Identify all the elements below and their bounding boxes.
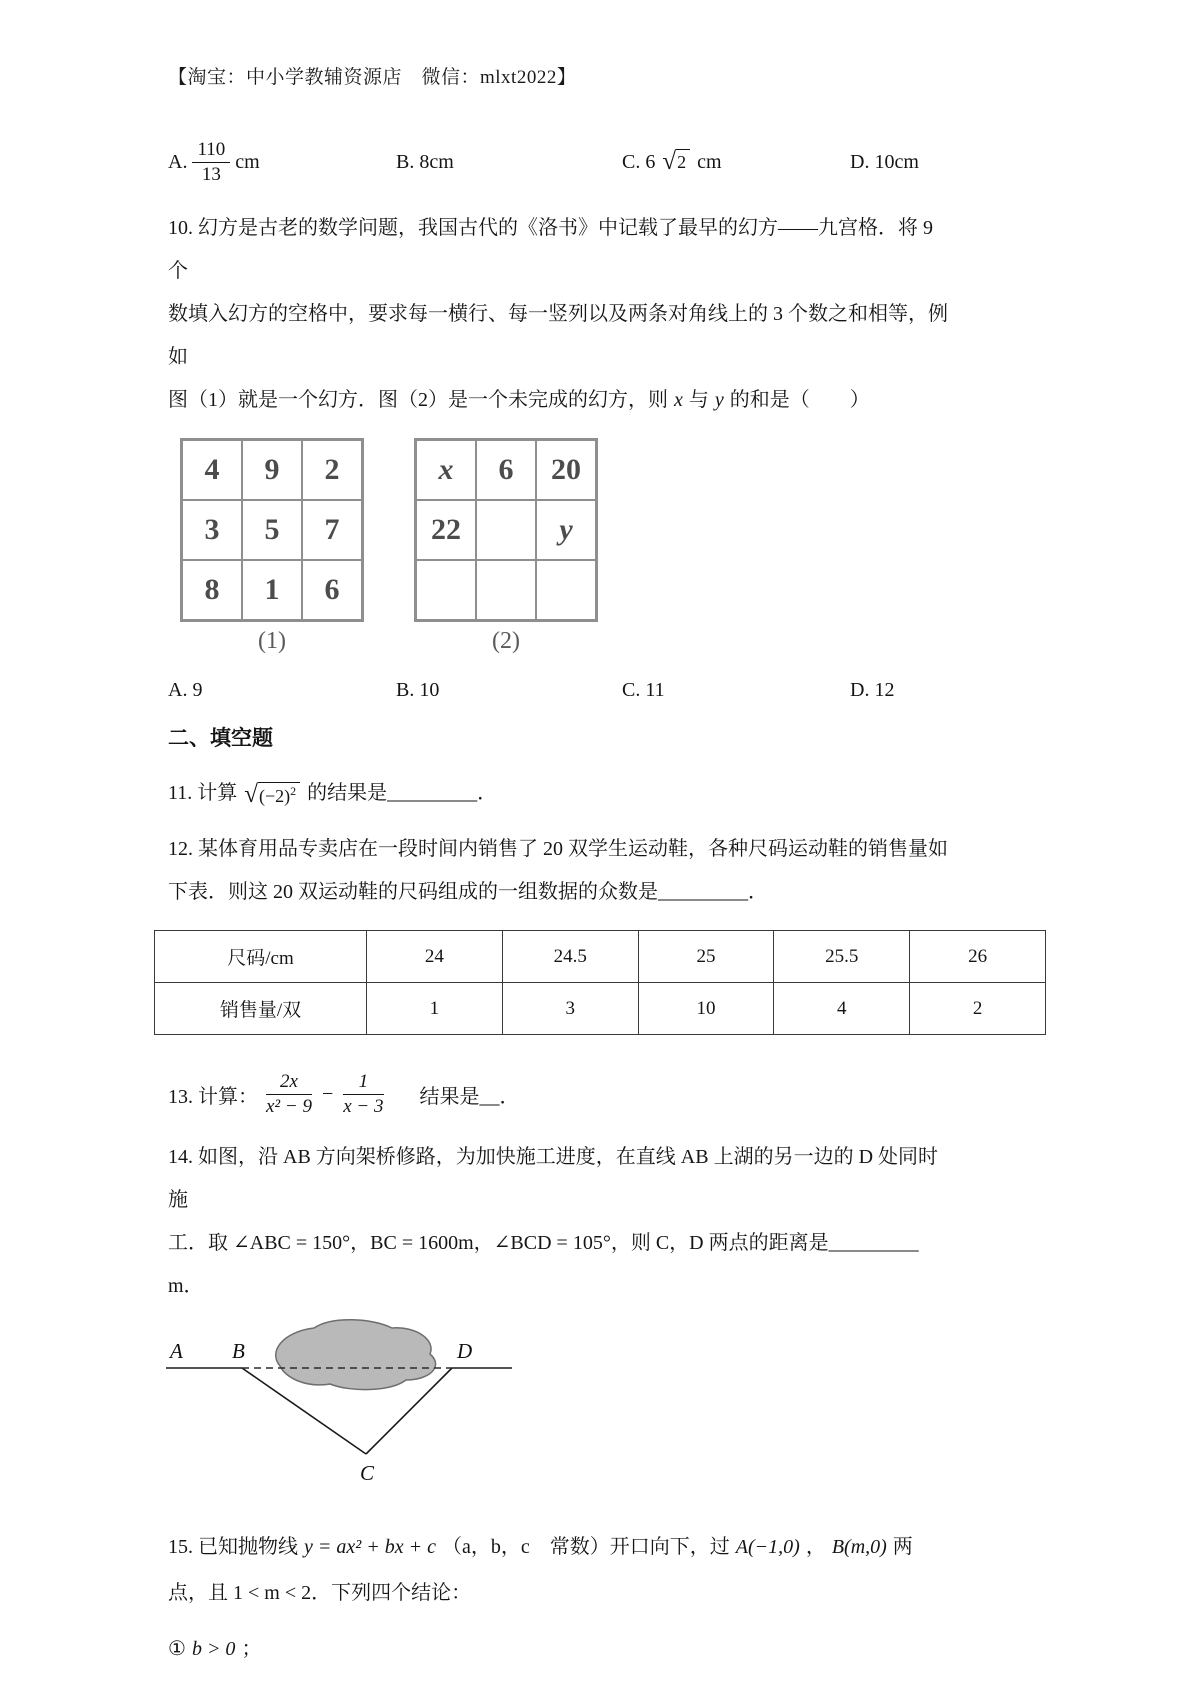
table-cell: 1: [367, 983, 503, 1035]
sqrt-expression-q11: [244, 782, 300, 808]
magic-square-cell: 4: [182, 440, 242, 500]
watermark-text: 【淘宝：中小学教辅资源店 微信：mlxt2022】: [168, 67, 577, 88]
conclusion-1-marker: ①: [168, 1637, 186, 1660]
fraction-2: [343, 1071, 383, 1118]
conclusion-1: [168, 1632, 950, 1666]
question-11: [168, 776, 950, 810]
q10-option-b: B. 10: [396, 679, 440, 701]
point-b-coords: B(m,0): [831, 1535, 887, 1558]
question-10-text: [168, 207, 950, 422]
question-12-line-2: 下表．则这 20 双运动鞋的尺码组成的一组数据的众数是_________．: [168, 881, 768, 903]
table-cell: 25.5: [774, 931, 910, 983]
figure-2-block: [414, 438, 598, 655]
q9-option-c-unit: cm: [697, 150, 722, 173]
fraction-1-numerator: 2x: [266, 1071, 312, 1095]
magic-square-cell: [476, 560, 536, 620]
magic-square-cell: 6: [302, 560, 362, 620]
section-heading-fill-in: 二、填空题: [168, 726, 273, 750]
q10-option-d: D. 12: [850, 679, 895, 701]
table-row-sizes: [155, 931, 1046, 983]
table-cell-size-header: 尺码/cm: [155, 931, 367, 983]
question-10-line-3-mid: 与: [688, 389, 709, 411]
parabola-formula: y = ax² + bx + c: [304, 1535, 436, 1558]
question-12-text: [168, 828, 950, 914]
question-14-line-3: m．: [168, 1274, 204, 1297]
magic-square-cell: [416, 560, 476, 620]
fraction-2-denominator: x − 3: [343, 1095, 384, 1117]
radical-sign: √: [244, 780, 258, 808]
q9-option-a-label: A.: [168, 150, 188, 173]
lake-shape: [276, 1319, 436, 1389]
question-14-line-1: 14. 如图，沿 AB 方向架桥修路，为加快施工进度，在直线 AB 上湖的另一边的 D 处同时施: [168, 1145, 939, 1211]
q10-option-a: A. 9: [168, 679, 203, 701]
table-row-sales: [155, 983, 1046, 1035]
question-15-line-2: 点，且 1 < m < 2．下列四个结论：: [168, 1581, 472, 1604]
magic-square-1: [180, 438, 364, 622]
figure-1-caption: (1): [258, 628, 286, 654]
q9-option-c-label: C.: [622, 150, 641, 173]
q10-option-c: C. 11: [622, 679, 665, 701]
question-15-post: 两: [892, 1535, 913, 1558]
question-11-prefix: 11. 计算: [168, 782, 238, 804]
q10-options-row: [168, 679, 950, 702]
conclusion-1-expression: b > 0: [191, 1637, 236, 1660]
point-a-coords: A(−1,0): [735, 1535, 800, 1558]
magic-square-cell: 8: [182, 560, 242, 620]
question-12-line-1: 12. 某体育用品专卖店在一段时间内销售了 20 双学生运动鞋，各种尺码运动鞋的销售量如: [168, 838, 948, 860]
magic-square-cell: 1: [242, 560, 302, 620]
question-15-line-1: [168, 1524, 950, 1570]
point-label-a: A: [170, 1338, 183, 1363]
table-cell-sales-header: 销售量/双: [155, 983, 367, 1035]
table-cell: 25: [638, 931, 774, 983]
magic-square-cell: 2: [302, 440, 362, 500]
conclusion-1-punctuation: ；: [241, 1637, 262, 1660]
fraction-110-13: [192, 139, 230, 186]
table-cell: 24: [367, 931, 503, 983]
q9-option-a-unit: cm: [235, 150, 260, 173]
table-cell: 24.5: [502, 931, 638, 983]
table-cell: 2: [910, 983, 1046, 1035]
question-10-line-2: 数填入幻方的空格中，要求每一横行、每一竖列以及两条对角线上的 3 个数之和相等，例如: [168, 303, 948, 368]
q9-option-c: [622, 149, 850, 175]
sqrt-2-expression: [662, 149, 690, 175]
magic-square-cell: 6: [476, 440, 536, 500]
question-10-line-3-post: 的和是（ ）: [729, 389, 870, 411]
q9-option-a: [168, 139, 396, 186]
magic-square-cell: 7: [302, 500, 362, 560]
radicand-base: (−2): [259, 785, 291, 806]
fraction-numerator: 110: [192, 139, 230, 163]
q9-option-d: D. 10cm: [850, 150, 919, 173]
magic-square-2: [414, 438, 598, 622]
point-label-b: B: [232, 1338, 245, 1363]
figure-2-caption: (2): [492, 628, 520, 654]
question-14-line-2: 工．取 ∠ABC = 150°，BC = 1600m，∠BCD = 105°，则 C，D 两点的距离是_________: [168, 1231, 919, 1254]
question-15-separator: ，: [805, 1535, 826, 1558]
magic-square-cell: 20: [536, 440, 596, 500]
radicand: 2: [676, 149, 690, 173]
q9-options-row: [168, 135, 950, 189]
radicand-exponent: 2: [290, 783, 297, 798]
question-15-prefix: 15. 已知抛物线: [168, 1535, 298, 1558]
table-cell: 26: [910, 931, 1046, 983]
point-label-c: C: [360, 1460, 375, 1485]
question-13-suffix: 结果是__．: [419, 1085, 520, 1108]
shoe-sizes-table: [154, 930, 1046, 1035]
magic-square-cell: 3: [182, 500, 242, 560]
magic-square-cell: y: [536, 500, 596, 560]
point-label-d: D: [457, 1338, 473, 1363]
radicand: [258, 782, 300, 807]
magic-square-cell: x: [416, 440, 476, 500]
question-10-line-1: 10. 幻方是古老的数学问题，我国古代的《洛书》中记载了最早的幻方——九宫格．将 9 个: [168, 217, 933, 282]
magic-square-cell: 9: [242, 440, 302, 500]
magic-square-cell: [476, 500, 536, 560]
magic-square-cell: [536, 560, 596, 620]
table-cell: 3: [502, 983, 638, 1035]
minus-sign: −: [321, 1082, 334, 1105]
fraction-denominator: 13: [201, 163, 221, 185]
radical-sign: √: [662, 148, 677, 176]
question-14-text: [168, 1136, 950, 1308]
question-10-line-3-pre: 图（1）就是一个幻方．图（2）是一个未完成的幻方，则: [168, 389, 668, 411]
fraction-1-denominator: x² − 9: [266, 1095, 312, 1117]
table-cell: 4: [774, 983, 910, 1035]
variable-x: x: [674, 389, 683, 411]
magic-square-cell: 22: [416, 500, 476, 560]
question-13: [168, 1071, 950, 1118]
bridge-lake-figure: [164, 1316, 564, 1488]
q9-option-b: B. 8cm: [396, 150, 454, 173]
question-10-line-3: [168, 379, 950, 422]
variable-y: y: [714, 389, 724, 411]
q9-option-c-coefficient: 6: [645, 150, 656, 173]
magic-square-cell: 5: [242, 500, 302, 560]
question-15-text: [168, 1524, 950, 1616]
magic-square-figures: [168, 438, 950, 655]
question-11-suffix: 的结果是_________．: [307, 782, 498, 804]
question-15-mid: （a，b，c 常数）开口向下，过: [442, 1535, 730, 1558]
question-13-prefix: 13. 计算：: [168, 1085, 258, 1108]
fraction-2-numerator: 1: [343, 1071, 383, 1095]
fraction-1: [266, 1071, 312, 1118]
table-cell: 10: [638, 983, 774, 1035]
figure-1-block: [180, 438, 364, 655]
